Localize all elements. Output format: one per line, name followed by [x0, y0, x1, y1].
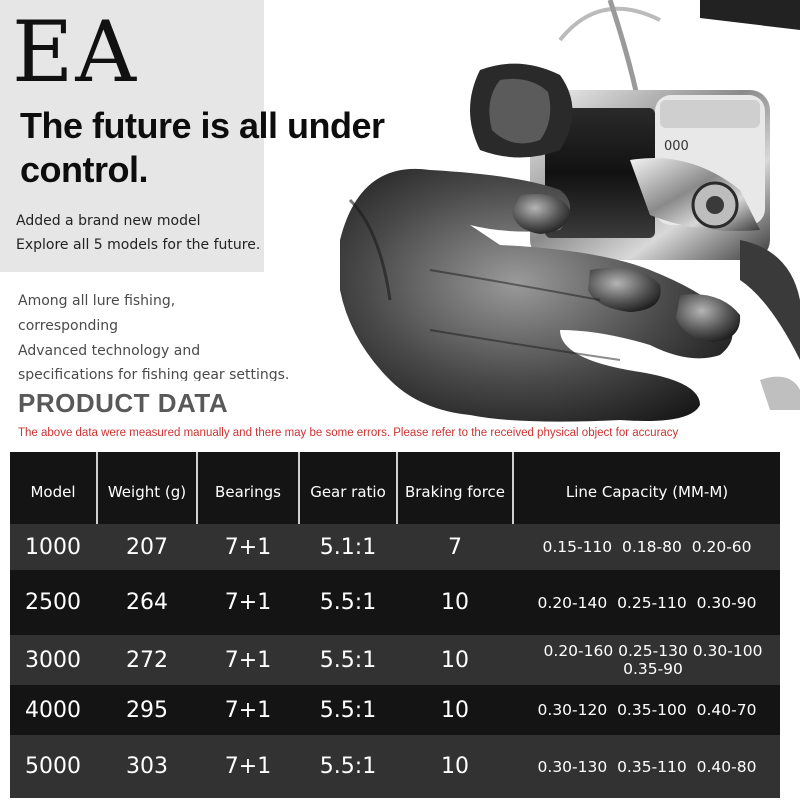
measurement-disclaimer: The above data were measured manually and there may be some errors. Please refer to the received physical object for accuracy	[18, 427, 679, 439]
subline-new-model: Added a brand new model	[16, 213, 201, 229]
header-weight: Weight (g)	[107, 483, 187, 501]
cell-gear-ratio: 5.1:1	[319, 534, 377, 560]
table-row	[10, 570, 780, 635]
cell-model: 1000	[25, 534, 81, 560]
header-bearings: Bearings	[215, 483, 281, 501]
cell-bearings: 7+1	[224, 697, 272, 723]
cell-weight: 272	[126, 647, 168, 673]
column-divider	[196, 452, 198, 532]
column-divider	[512, 452, 514, 532]
description-line: Among all lure fishing,	[18, 293, 176, 309]
headline: The future is all under control.	[20, 105, 385, 190]
cell-bearings: 7+1	[224, 647, 272, 673]
cell-weight: 295	[126, 697, 168, 723]
product-data-title: PRODUCT DATA	[18, 388, 229, 418]
cell-weight: 303	[126, 754, 168, 779]
table-row	[10, 685, 780, 735]
column-divider	[396, 452, 398, 532]
cell-bearings: 7+1	[224, 534, 272, 560]
spool-marking: 000	[664, 139, 689, 154]
cell-model: 5000	[25, 754, 81, 779]
specs-table	[10, 452, 780, 798]
table-row	[10, 635, 780, 685]
cell-line-capacity: 0.20-160 0.25-130 0.30-100 0.35-90	[543, 642, 763, 678]
column-divider	[96, 452, 98, 532]
cell-line-capacity: 0.20-140 0.25-110 0.30-90	[537, 593, 757, 612]
table-header-row	[10, 452, 780, 532]
cell-braking-force: 7	[448, 534, 462, 560]
description-line: corresponding	[18, 318, 118, 334]
table-row	[10, 524, 780, 570]
cell-braking-force: 10	[441, 647, 469, 673]
cell-model: 2500	[25, 590, 81, 615]
header-model: Model	[30, 483, 76, 501]
cell-bearings: 7+1	[224, 590, 272, 615]
cell-weight: 207	[126, 534, 168, 560]
cell-bearings: 7+1	[224, 754, 272, 779]
column-divider	[298, 452, 300, 532]
cell-gear-ratio: 5.5:1	[319, 697, 377, 723]
description-line: specifications for fishing gear settings.	[18, 367, 290, 381]
cell-braking-force: 10	[441, 754, 469, 779]
header-gear-ratio: Gear ratio	[310, 483, 386, 501]
cell-line-capacity: 0.15-110 0.18-80 0.20-60	[542, 538, 752, 556]
header-line-capacity: Line Capacity (MM-M)	[565, 483, 729, 501]
cell-line-capacity: 0.30-120 0.35-100 0.40-70	[537, 701, 757, 719]
cell-model: 3000	[25, 647, 81, 673]
cell-gear-ratio: 5.5:1	[319, 647, 377, 673]
cell-gear-ratio: 5.5:1	[319, 754, 377, 779]
cell-model: 4000	[25, 697, 81, 723]
cell-weight: 264	[126, 590, 168, 615]
description-line: Advanced technology and	[18, 343, 201, 359]
cell-line-capacity: 0.30-130 0.35-110 0.40-80	[537, 757, 757, 776]
brand-logo: EA	[12, 3, 138, 101]
cell-braking-force: 10	[441, 697, 469, 723]
table-row	[10, 735, 780, 798]
cell-gear-ratio: 5.5:1	[319, 590, 377, 615]
cell-braking-force: 10	[441, 590, 469, 615]
subline-explore-models: Explore all 5 models for the future.	[16, 237, 261, 253]
header-braking-force: Braking force	[404, 483, 506, 501]
